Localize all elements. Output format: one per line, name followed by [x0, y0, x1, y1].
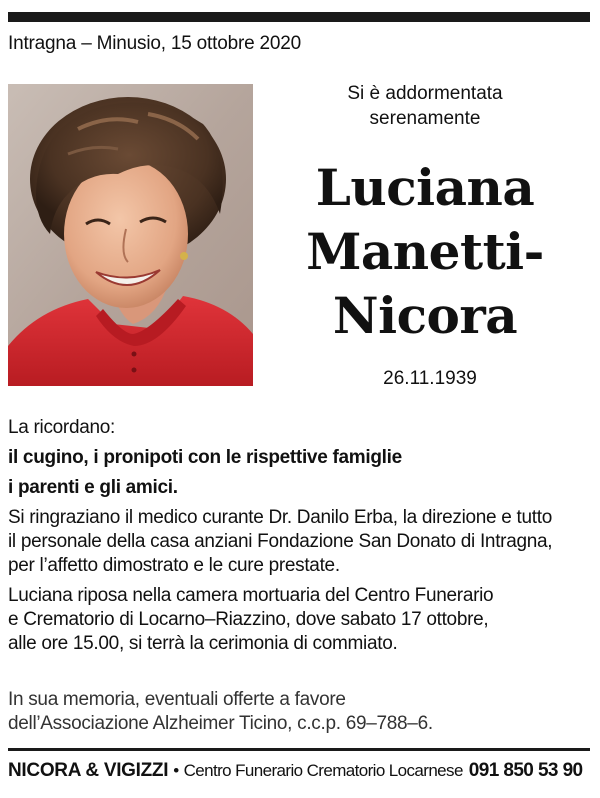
intro-line-2: serenamente	[369, 108, 481, 129]
funeral-home-brand: NICORA & VIGIZZI	[8, 760, 169, 781]
name-line-3: Nicora	[332, 286, 518, 345]
ceremony-line-3: alle ore 15.00, si terrà la cerimonia di commiato.	[8, 633, 398, 654]
intro-phrase	[300, 81, 550, 131]
bottom-rule	[8, 748, 590, 751]
ceremony-line-1: Luciana riposa nella camera mortuaria del Centro Funerario	[8, 585, 494, 606]
funeral-home-center: Centro Funerario Crematorio Locarnese	[183, 761, 463, 780]
remembered-by-line-2: i parenti e gli amici.	[8, 477, 178, 498]
thanks-line-2: il personale della casa anziani Fondazione San Donato di Intragna,	[8, 531, 553, 552]
funeral-home-footer	[8, 757, 590, 785]
memory-line-1: In sua memoria, eventuali offerte a favore	[8, 689, 346, 710]
intro-line-1: Si è addormentata	[347, 83, 503, 104]
birth-date: 26.11.1939	[383, 368, 477, 389]
portrait-photo	[8, 84, 253, 386]
ceremony-line-2: e Crematorio di Locarno–Riazzino, dove sabato 17 ottobre,	[8, 609, 489, 630]
top-rule	[8, 12, 590, 22]
memory-line-2: dell’Associazione Alzheimer Ticino, c.c.p. 69–788–6.	[8, 713, 433, 734]
remembered-by-label: La ricordano:	[8, 417, 116, 438]
announcement-body	[8, 416, 590, 656]
thanks-line-3: per l’affetto dimostrato e le cure prestate.	[8, 555, 340, 576]
memory-donation	[8, 688, 590, 736]
name-line-1: Luciana	[315, 158, 535, 217]
funeral-home-phone: 091 850 53 90	[468, 760, 583, 781]
name-line-2: Manetti-	[306, 222, 544, 281]
remembered-by-line-1: il cugino, i pronipoti con le rispettive famiglie	[8, 447, 402, 468]
deceased-name	[280, 156, 570, 348]
footer-separator: •	[173, 761, 179, 780]
thanks-line-1: Si ringraziano il medico curante Dr. Danilo Erba, la direzione e tutto	[8, 507, 553, 528]
place-date: Intragna – Minusio, 15 ottobre 2020	[8, 33, 301, 54]
